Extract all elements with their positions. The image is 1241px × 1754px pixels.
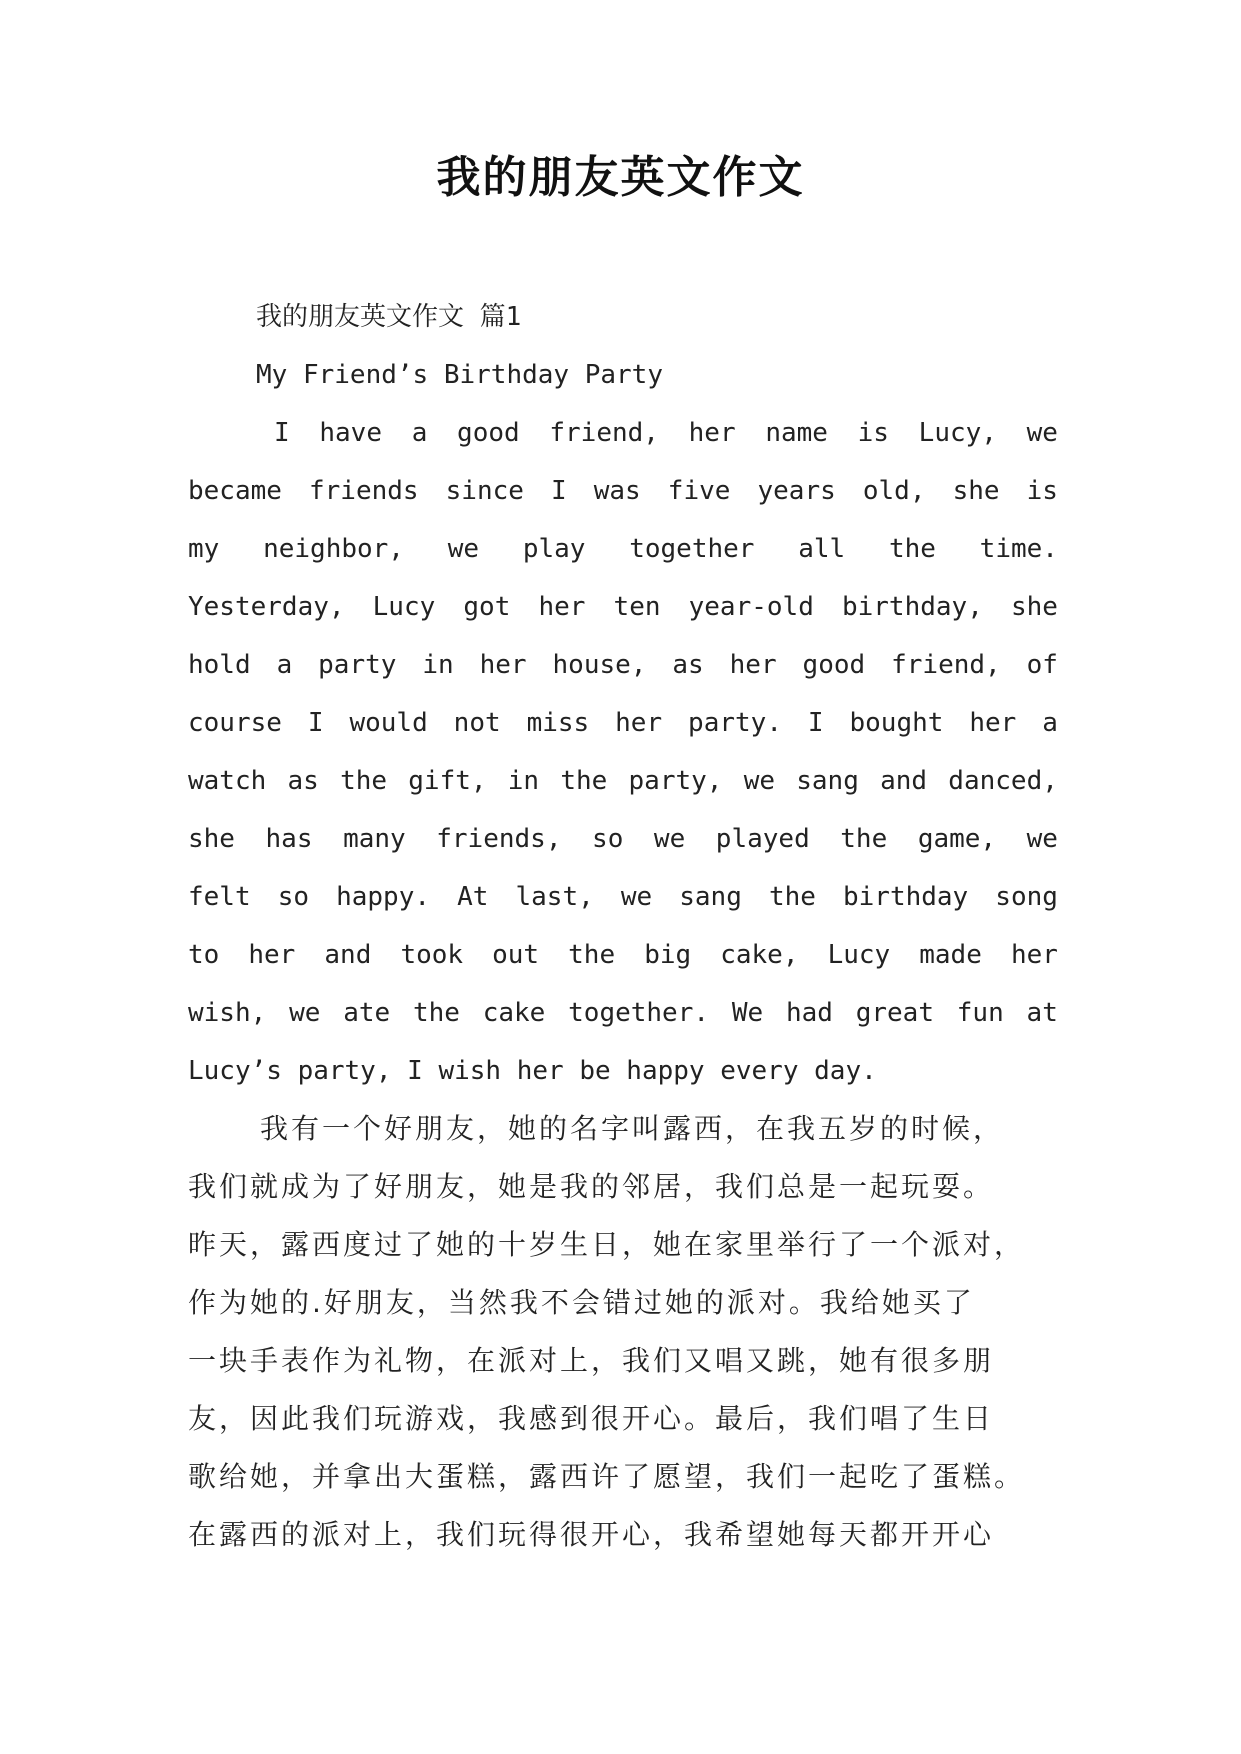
word: ten: [613, 592, 661, 622]
english-line: [188, 984, 1058, 1042]
english-line: [188, 462, 1058, 520]
word: we: [447, 534, 480, 564]
word: her: [479, 650, 527, 680]
word: to: [188, 940, 220, 970]
word: five: [667, 476, 731, 506]
word: ate: [343, 998, 391, 1028]
word: together.: [568, 998, 710, 1028]
word: I: [551, 476, 567, 506]
word: the: [412, 998, 460, 1028]
chinese-line: 友，因此我们玩游戏，我感到很开心。最后，我们唱了生日: [188, 1402, 995, 1435]
english-line: Lucy’s party, I wish her be happy every day.: [188, 1056, 877, 1086]
chinese-line: 作为她的.好朋友，当然我不会错过她的派对。我给她买了: [188, 1286, 975, 1319]
word: I: [307, 708, 324, 738]
english-line: [188, 926, 1058, 984]
word: I: [274, 418, 290, 448]
word: had: [785, 998, 833, 1028]
word: a: [1042, 708, 1058, 738]
chinese-line: 歌给她，并拿出大蛋糕，露西许了愿望，我们一起吃了蛋糕。: [188, 1460, 1026, 1493]
word: all: [798, 534, 846, 564]
word: party,: [628, 766, 723, 796]
word: has: [265, 824, 313, 854]
word: bought: [849, 708, 944, 738]
word: a: [276, 650, 293, 680]
word: song: [995, 882, 1058, 912]
word: last,: [515, 882, 594, 912]
word: fun: [956, 998, 1004, 1028]
word: her: [538, 592, 586, 622]
word: house,: [552, 650, 647, 680]
word: years: [757, 476, 836, 506]
word: wish,: [188, 998, 267, 1028]
word: cake,: [720, 940, 799, 970]
word: good: [802, 650, 866, 680]
word: her: [248, 940, 296, 970]
word: in: [507, 766, 540, 796]
chinese-line: 昨天，露西度过了她的十岁生日，她在家里举行了一个派对，: [188, 1228, 1026, 1261]
word: hold: [188, 650, 251, 680]
word: we: [1026, 418, 1058, 448]
word: so: [592, 824, 624, 854]
word: danced,: [948, 766, 1058, 796]
word: in: [422, 650, 454, 680]
word: we: [743, 766, 775, 796]
word: name: [765, 418, 828, 448]
word: my: [188, 534, 220, 564]
word: happy.: [336, 882, 431, 912]
english-line: [188, 520, 1058, 578]
word: friend,: [549, 418, 659, 448]
word: big: [644, 940, 692, 970]
word: at: [1026, 998, 1058, 1028]
word: she: [1010, 592, 1058, 622]
chinese-paragraph: [188, 1100, 1058, 1564]
word: as: [287, 766, 319, 796]
section-heading: 我的朋友英文作文 篇1: [256, 302, 522, 332]
word: We: [731, 998, 764, 1028]
word: birthday,: [841, 592, 983, 622]
word: gift,: [408, 766, 487, 796]
word: would: [349, 708, 428, 738]
english-line: [188, 404, 1058, 462]
word: cake: [482, 998, 546, 1028]
word: of: [1026, 650, 1058, 680]
chinese-line: 我们就成为了好朋友，她是我的邻居，我们总是一起玩耍。: [188, 1170, 995, 1203]
essay-title: My Friend’s Birthday Party: [256, 360, 663, 390]
word: is: [857, 418, 889, 448]
word: so: [277, 882, 310, 912]
word: we: [289, 998, 321, 1028]
word: Lucy,: [918, 418, 997, 448]
word: her: [615, 708, 663, 738]
word: neighbor,: [263, 534, 404, 564]
word: and: [880, 766, 928, 796]
word: great: [855, 998, 934, 1028]
word: her: [969, 708, 1017, 738]
word: the: [560, 766, 608, 796]
english-line: [188, 694, 1058, 752]
word: have: [319, 418, 382, 448]
english-paragraph: [188, 404, 1058, 1100]
word: we: [1026, 824, 1058, 854]
english-line: [188, 752, 1058, 810]
word: she: [952, 476, 1000, 506]
word: I: [807, 708, 824, 738]
word: the: [768, 882, 816, 912]
word: her: [688, 418, 736, 448]
word: her: [1010, 940, 1058, 970]
word: play: [522, 534, 586, 564]
word: since: [445, 476, 524, 506]
chinese-line: 在露西的派对上，我们玩得很开心，我希望她每天都开开心: [188, 1518, 995, 1551]
word: as: [672, 650, 704, 680]
document-body: [188, 288, 1058, 1564]
english-line: [188, 868, 1058, 926]
word: old,: [862, 476, 926, 506]
word: the: [888, 534, 936, 564]
word: we: [620, 882, 653, 912]
word: sang: [679, 882, 742, 912]
word: and: [324, 940, 372, 970]
word: friends: [309, 476, 419, 506]
word: At: [457, 882, 489, 912]
word: not: [453, 708, 501, 738]
word: a: [411, 418, 428, 448]
word: time.: [979, 534, 1058, 564]
word: birthday: [842, 882, 969, 912]
english-line: [188, 578, 1058, 636]
word: Yesterday,: [188, 592, 345, 622]
word: Lucy: [827, 940, 891, 970]
word: took: [400, 940, 464, 970]
word: we: [653, 824, 686, 854]
word: many: [343, 824, 406, 854]
word: Lucy: [372, 592, 436, 622]
word: the: [568, 940, 616, 970]
word: she: [188, 824, 235, 854]
word: was: [593, 476, 641, 506]
word: felt: [188, 882, 251, 912]
english-line: [188, 810, 1058, 868]
word: out: [492, 940, 540, 970]
word: became: [188, 476, 282, 506]
word: good: [457, 418, 520, 448]
word: the: [840, 824, 888, 854]
word: party: [318, 650, 397, 680]
word: year-old: [688, 592, 814, 622]
word: game,: [917, 824, 997, 854]
chinese-line: 一块手表作为礼物，在派对上，我们又唱又跳，她有很多朋: [188, 1344, 995, 1377]
word: miss: [526, 708, 590, 738]
word: got: [463, 592, 511, 622]
word: party.: [688, 708, 782, 738]
word: together: [629, 534, 755, 564]
word: course: [188, 708, 282, 738]
word: sang: [796, 766, 859, 796]
word: is: [1026, 476, 1058, 506]
word: friend,: [891, 650, 1001, 680]
chinese-line: 我有一个好朋友，她的名字叫露西，在我五岁的时候，: [260, 1112, 1005, 1145]
english-line: [188, 636, 1058, 694]
word: friends,: [436, 824, 562, 854]
word: her: [729, 650, 777, 680]
word: the: [340, 766, 388, 796]
word: watch: [188, 766, 267, 796]
word: played: [715, 824, 810, 854]
document-title: 我的朋友英文作文: [436, 152, 805, 203]
word: made: [919, 940, 982, 970]
